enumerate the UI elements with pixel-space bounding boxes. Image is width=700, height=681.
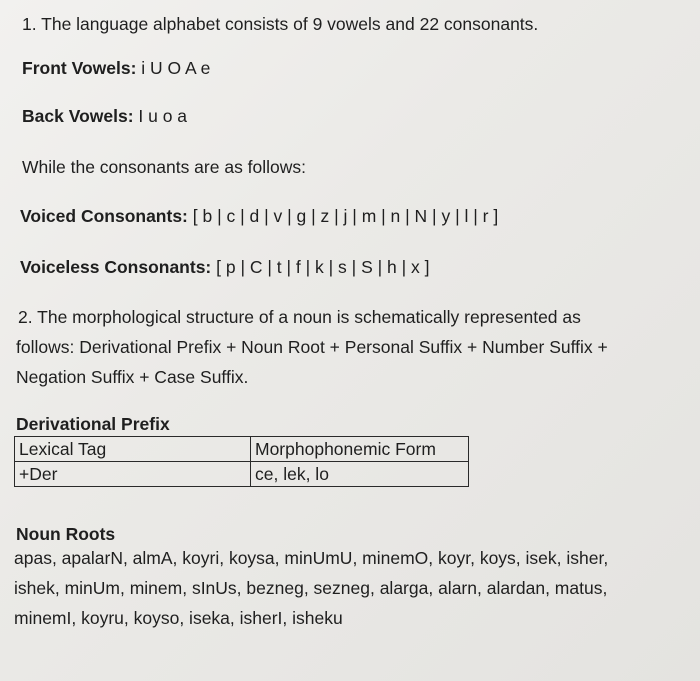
- front-vowels-label: Front Vowels:: [22, 58, 137, 78]
- consonants-intro: While the consonants are as follows:: [22, 157, 307, 177]
- table-header-cell: Lexical Tag: [15, 437, 251, 462]
- back-vowels-value: I u o a: [133, 106, 188, 126]
- voiceless-consonants-label: Voiceless Consonants:: [20, 257, 212, 277]
- noun-roots-line-2: ishek, minUm, minem, sInUs, bezneg, sezneg, alarga, alarn, alardan, matus,: [14, 578, 608, 598]
- item-2-line-3: Negation Suffix + Case Suffix.: [16, 367, 249, 387]
- voiced-consonants-line: [20, 205, 498, 227]
- table-header-row: [15, 437, 469, 462]
- item-1-text: 1. The language alphabet consists of 9 vowels and 22 consonants.: [22, 14, 539, 34]
- derivational-prefix-table: [14, 436, 469, 487]
- back-vowels-line: [22, 105, 187, 127]
- item-2-line-1: 2. The morphological structure of a noun is schematically represented as: [18, 307, 581, 327]
- noun-roots-title: Noun Roots: [16, 524, 116, 544]
- derivational-prefix-title: Derivational Prefix: [16, 414, 170, 434]
- table-header-cell: Morphophonemic Form: [251, 437, 469, 462]
- voiced-consonants-value: [ b | c | d | v | g | z | j | m | n | N | y | l | r ]: [187, 206, 499, 226]
- front-vowels-value: i U O A e: [136, 58, 211, 78]
- voiced-consonants-label: Voiced Consonants:: [20, 206, 188, 226]
- noun-roots-line-3: minemI, koyru, koyso, iseka, isherI, isheku: [14, 608, 343, 628]
- front-vowels-line: [22, 57, 210, 79]
- back-vowels-label: Back Vowels:: [22, 106, 134, 126]
- item-2-line-2: follows: Derivational Prefix + Noun Root + Personal Suffix + Number Suffix +: [16, 337, 608, 357]
- voiceless-consonants-value: [ p | C | t | f | k | s | S | h | x ]: [211, 257, 430, 277]
- noun-roots-line-1: apas, apalarN, almA, koyri, koysa, minUmU, minemO, koyr, koys, isek, isher,: [14, 548, 609, 568]
- voiceless-consonants-line: [20, 256, 430, 278]
- table-cell: ce, lek, lo: [251, 462, 469, 487]
- table-cell: +Der: [15, 462, 251, 487]
- table-row: [15, 462, 469, 487]
